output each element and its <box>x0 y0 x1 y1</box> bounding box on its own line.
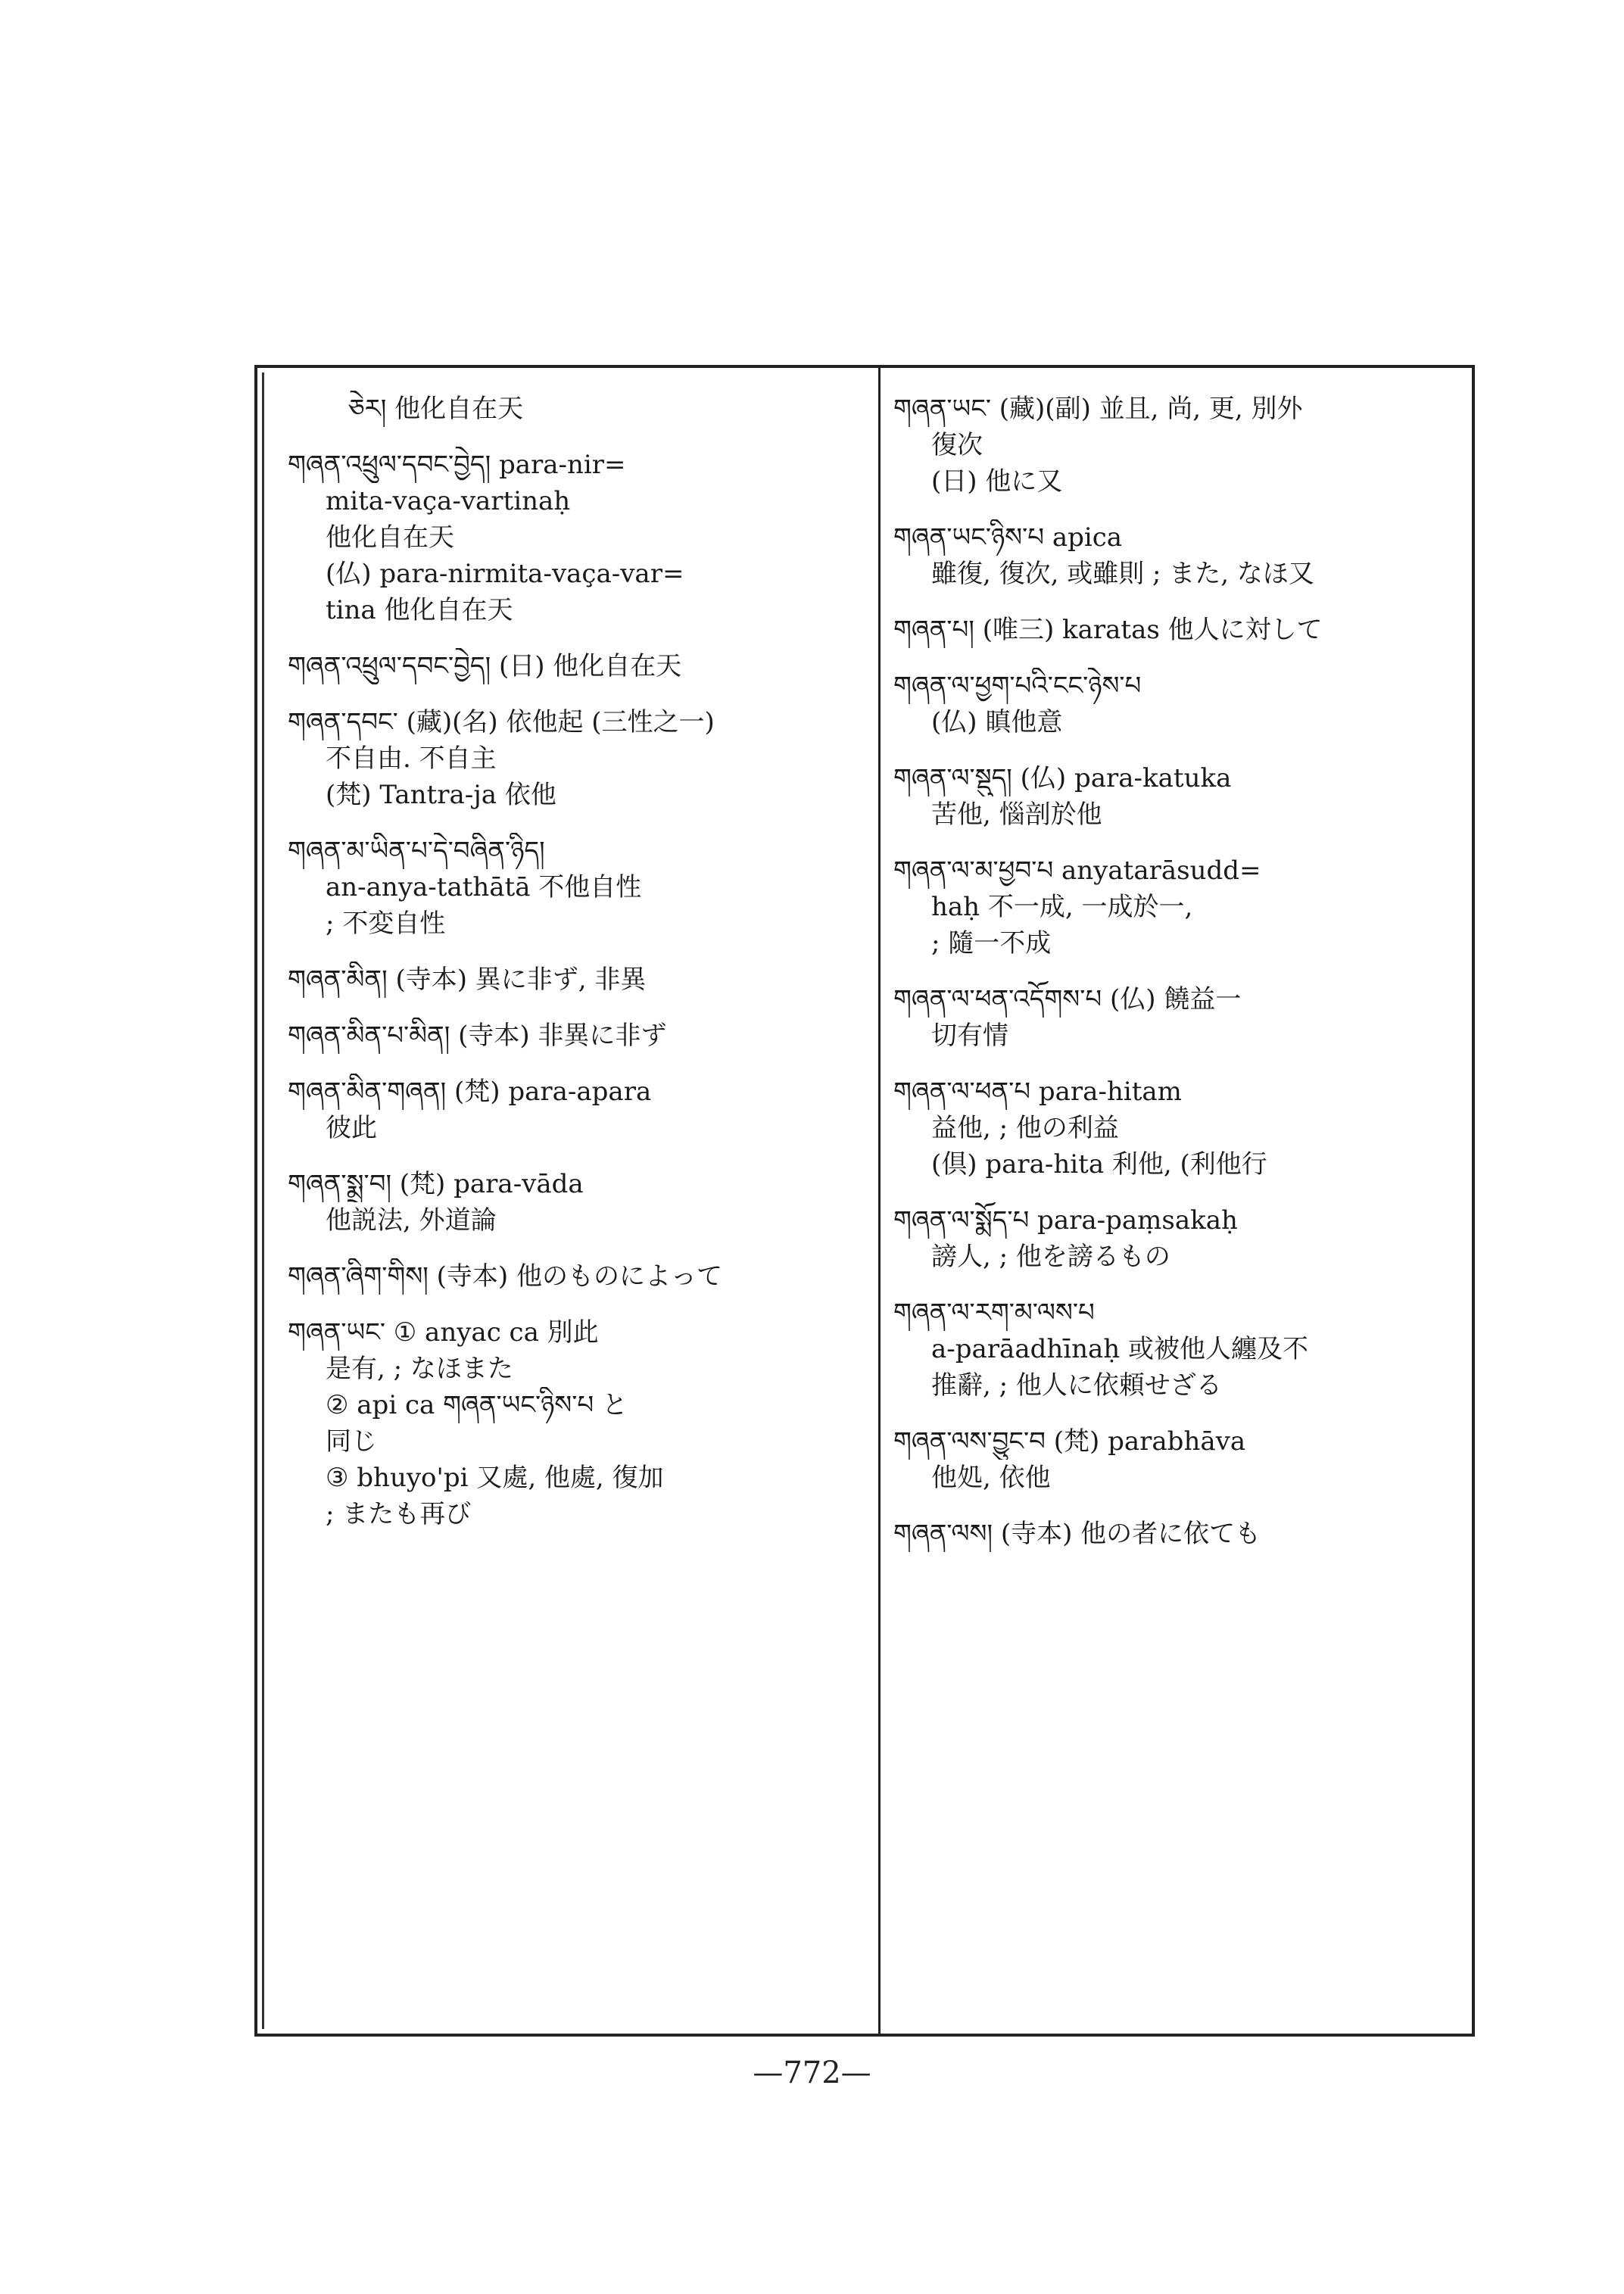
entry-gloss: 復次 <box>931 430 983 460</box>
entry-gloss: ; またも再び <box>326 1499 472 1529</box>
dictionary-entry <box>288 962 871 998</box>
left-column <box>288 391 871 2018</box>
entry-gloss: (梵) Tantra-ja 依他 <box>326 780 556 810</box>
dictionary-entry <box>893 852 1469 962</box>
dictionary-entry <box>893 668 1469 740</box>
right-column <box>893 391 1469 2018</box>
dictionary-entry <box>288 1018 871 1054</box>
entry-gloss: ; 隨一不成 <box>931 928 1052 958</box>
entry-gloss: 他処, 依他 <box>931 1463 1051 1493</box>
entry-headword: གཞན་ཡང་ ① anyac ca 別此 <box>288 1317 599 1348</box>
dictionary-entry <box>288 447 871 628</box>
dictionary-entry <box>288 1258 871 1295</box>
entry-headword: གཞན་དབང་ (藏)(名) 依他起 (三性之一) <box>288 707 715 737</box>
entry-gloss: 益他, ; 他の利益 <box>931 1113 1119 1143</box>
entry-headword: གཞན་འཕྲུལ་དབང་བྱེད། para-nir= <box>288 450 626 480</box>
entry-gloss: 他化自在天 <box>326 522 454 553</box>
entry-headword: གཞན་ལ་ཕྱག་པའི་ངང་ཉེས་པ <box>893 671 1142 701</box>
dictionary-entry <box>893 1295 1469 1404</box>
entry-headword: གཞན་ལ་རག་མ་ལས་པ <box>893 1298 1095 1328</box>
entry-gloss: 雖復, 復次, 或雖則 ; また, なほ又 <box>931 559 1314 589</box>
entry-gloss: 是有, ; なほまた <box>326 1354 513 1384</box>
entry-headword: གཞན་ལ་ཕན་པ para-hitam <box>893 1077 1182 1107</box>
entry-headword: གཞན་ཡང་ཉིས་པ apica <box>893 522 1123 553</box>
dictionary-entry <box>893 1074 1469 1183</box>
entry-gloss: mita-vaça-vartinaḥ <box>326 486 571 516</box>
entry-headword: གཞན་མིན་པ་མིན། (寺本) 非異に非ず <box>288 1021 667 1051</box>
entry-headword: གཞན་ལ་སྡུད། (仏) para-katuka <box>893 763 1232 793</box>
dictionary-entry <box>288 1074 871 1146</box>
dictionary-entry <box>893 1516 1469 1552</box>
entry-headword: ཅེར། 他化自在天 <box>348 394 524 424</box>
entry-headword: གཞན་མ་ཡིན་པ་དེ་བཞིན་ཉིད། <box>288 836 545 866</box>
dictionary-entry <box>893 981 1469 1054</box>
entry-gloss: (仏) para-nirmita-vaça-var= <box>326 559 684 589</box>
entry-headword: གཞན་ལས་བྱུང་བ (梵) parabhāva <box>893 1426 1246 1457</box>
entry-gloss: 他説法, 外道論 <box>326 1205 497 1236</box>
entry-gloss: (仏) 瞋他意 <box>931 707 1063 737</box>
dictionary-entry <box>288 833 871 942</box>
entry-gloss: (日) 他に又 <box>931 466 1063 497</box>
dictionary-entry <box>288 1314 871 1532</box>
entry-gloss: a-parāadhīnaḥ 或被他人纏及不 <box>931 1334 1308 1364</box>
entry-gloss: ③ bhuyo'pi 又處, 他處, 復加 <box>326 1463 664 1493</box>
entry-headword: གཞན་པ། (唯三) karatas 他人に対して <box>893 615 1323 645</box>
dictionary-entry <box>893 760 1469 833</box>
dictionary-entry <box>288 1166 871 1239</box>
dictionary-entry <box>893 612 1469 648</box>
entry-gloss: ; 不変自性 <box>326 909 446 939</box>
entry-gloss: 切有情 <box>931 1021 1008 1051</box>
entry-gloss: 同じ <box>326 1426 377 1457</box>
column-divider <box>878 368 881 2034</box>
frame-inner-rule <box>262 372 264 2029</box>
page-frame <box>254 365 1475 2037</box>
entry-gloss: 不自由. 不自主 <box>326 743 497 774</box>
entry-headword: གཞན་འཕྲུལ་དབང་བྱེད། (日) 他化自在天 <box>288 651 682 681</box>
entry-headword: གཞན་ཡང་ (藏)(副) 並且, 尚, 更, 別外 <box>893 394 1303 424</box>
entry-headword: གཞན་ཞིག་གིས། (寺本) 他のものによって <box>288 1261 722 1292</box>
entry-gloss: 謗人, ; 他を謗るもの <box>931 1242 1170 1272</box>
entry-gloss: ② api ca གཞན་ཡང་ཉིས་པ と <box>326 1390 628 1420</box>
dictionary-entry <box>893 1202 1469 1275</box>
dictionary-entry <box>288 648 871 684</box>
page-number: —772— <box>753 2056 871 2090</box>
entry-gloss: haḥ 不一成, 一成於一, <box>931 892 1193 922</box>
entry-gloss: 彼此 <box>326 1113 377 1143</box>
dictionary-entry <box>893 1423 1469 1496</box>
dictionary-entry <box>893 391 1469 500</box>
entry-gloss: tina 他化自在天 <box>326 595 513 625</box>
entry-headword: གཞན་ལ་ཕན་འདོགས་པ (仏) 饒益一 <box>893 984 1242 1015</box>
entry-headword: གཞན་མིན། (寺本) 異に非ず, 非異 <box>288 965 647 995</box>
dictionary-entry <box>288 391 871 427</box>
entry-headword: གཞན་མིན་གཞན། (梵) para-apara <box>288 1077 652 1107</box>
entry-headword: གཞན་ལ་མ་ཕྱབ་པ anyatarāsudd= <box>893 856 1261 886</box>
entry-gloss: 推辭, ; 他人に依頼せざる <box>931 1370 1222 1401</box>
entry-headword: གཞན་སྨྲ་བ། (梵) para-vāda <box>288 1169 584 1199</box>
entry-headword: གཞན་ལ་སྨོད་པ para-paṃsakaḥ <box>893 1205 1238 1236</box>
dictionary-entry <box>893 519 1469 592</box>
dictionary-entry <box>288 704 871 813</box>
entry-gloss: 苦他, 惱剖於他 <box>931 799 1102 830</box>
entry-headword: གཞན་ལས། (寺本) 他の者に依ても <box>893 1519 1261 1549</box>
entry-gloss: an-anya-tathātā 不他自性 <box>326 872 642 902</box>
entry-gloss: (倶) para-hita 利他, (利他行 <box>931 1149 1267 1180</box>
